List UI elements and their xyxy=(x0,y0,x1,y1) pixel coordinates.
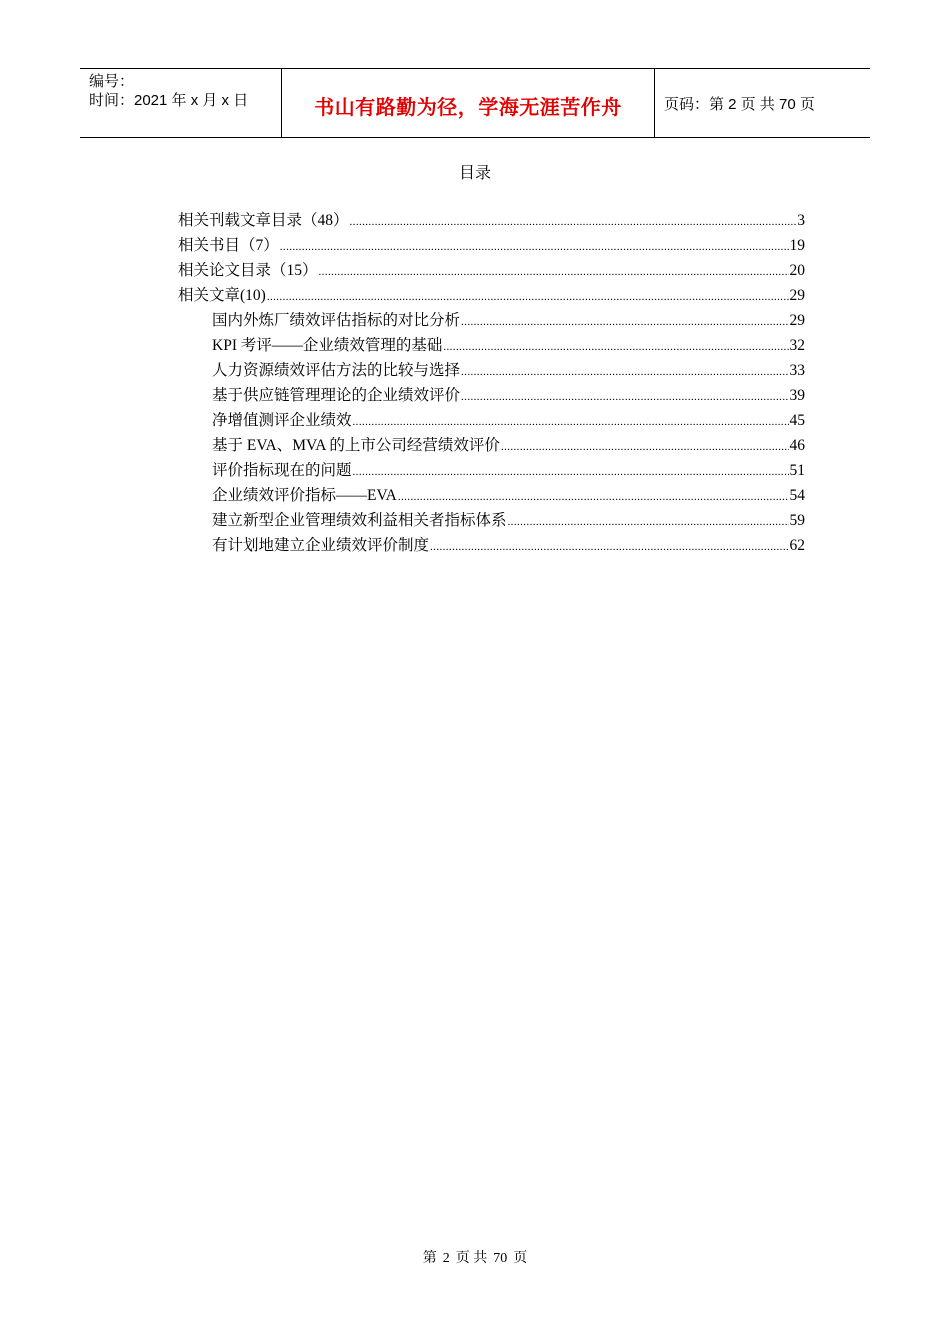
toc-entry-title: 人力资源绩效评估方法的比较与选择 xyxy=(212,362,461,379)
header-motto-cell xyxy=(282,69,655,137)
toc-dot-leader xyxy=(319,266,789,278)
toc-dot-leader xyxy=(350,216,797,228)
toc-dot-leader xyxy=(461,316,788,328)
toc-entry[interactable] xyxy=(178,533,805,558)
footer-page-number: 2 xyxy=(442,1251,450,1266)
toc-entry-title: 相关书目（7） xyxy=(178,237,279,254)
header-meta xyxy=(80,69,282,137)
toc-entry-page: 59 xyxy=(789,512,805,529)
document-number-label: 编号： xyxy=(89,73,135,90)
footer-suffix: 页 xyxy=(513,1251,528,1266)
toc-dot-leader xyxy=(430,541,788,553)
toc-entry[interactable] xyxy=(178,258,805,283)
toc-entry[interactable] xyxy=(178,433,805,458)
toc-entry-title: 相关刊载文章目录（48） xyxy=(178,212,349,229)
header-page-info: 页码：第 2 页 共 70 页 xyxy=(664,95,815,113)
toc-entry-page: 3 xyxy=(797,212,805,229)
toc-entry[interactable] xyxy=(178,283,805,308)
toc-dot-leader xyxy=(267,291,789,303)
toc-entry[interactable] xyxy=(178,233,805,258)
toc-entry-title: 净增值测评企业绩效 xyxy=(212,412,352,429)
toc-entry[interactable] xyxy=(178,408,805,433)
toc-entry[interactable] xyxy=(178,383,805,408)
toc-dot-leader xyxy=(443,341,788,353)
toc-entry-title: 评价指标现在的问题 xyxy=(212,462,352,479)
toc-entry-page: 39 xyxy=(789,387,805,404)
toc-entry-page: 20 xyxy=(789,262,805,279)
toc-dot-leader xyxy=(508,516,789,528)
toc-entry-page: 46 xyxy=(789,437,805,454)
toc-entry[interactable] xyxy=(178,358,805,383)
toc-entry-title: 基于 EVA、MVA 的上市公司经营绩效评价 xyxy=(212,437,500,454)
toc-entry-page: 29 xyxy=(789,287,805,304)
toc-dot-leader xyxy=(461,366,788,378)
page-footer xyxy=(0,1247,950,1267)
toc-entry[interactable] xyxy=(178,458,805,483)
toc-dot-leader xyxy=(501,441,789,453)
footer-prefix: 第 xyxy=(422,1251,437,1266)
toc-entry[interactable] xyxy=(178,483,805,508)
toc-entry-title: 有计划地建立企业绩效评价制度 xyxy=(212,537,430,554)
toc-dot-leader xyxy=(461,391,788,403)
toc-entry-page: 54 xyxy=(789,487,805,504)
toc-entry[interactable] xyxy=(178,508,805,533)
toc-entry-page: 62 xyxy=(789,537,805,554)
toc-entry-title: 建立新型企业管理绩效利益相关者指标体系 xyxy=(212,512,507,529)
toc-entry-title: KPI 考评——企业绩效管理的基础 xyxy=(212,337,443,354)
footer-total-pages: 70 xyxy=(493,1251,508,1266)
toc-entry-page: 45 xyxy=(789,412,805,429)
toc-entry-page: 33 xyxy=(789,362,805,379)
toc-title: 目录 xyxy=(458,165,491,182)
header-motto: 书山有路勤为径，学海无涯苦作舟 xyxy=(314,94,622,119)
toc-entry-title: 相关论文目录（15） xyxy=(178,262,318,279)
toc-dot-leader xyxy=(398,491,789,503)
table-of-contents xyxy=(178,208,805,558)
toc-entry[interactable] xyxy=(178,308,805,333)
toc-dot-leader xyxy=(353,416,789,428)
page-header xyxy=(80,68,870,138)
toc-entry-page: 32 xyxy=(789,337,805,354)
document-time-label: 时间：2021 年 x 月 x 日 xyxy=(89,92,249,109)
toc-entry-title: 相关文章(10) xyxy=(178,287,266,304)
toc-entry[interactable] xyxy=(178,208,805,233)
toc-entry-page: 29 xyxy=(789,312,805,329)
toc-entry[interactable] xyxy=(178,333,805,358)
toc-entry-page: 19 xyxy=(789,237,805,254)
footer-mid: 页 共 xyxy=(455,1251,488,1266)
toc-entry-title: 企业绩效评价指标——EVA xyxy=(212,487,397,504)
toc-entry-page: 51 xyxy=(789,462,805,479)
toc-dot-leader xyxy=(280,241,789,253)
toc-entry-title: 基于供应链管理理论的企业绩效评价 xyxy=(212,387,461,404)
toc-entry-title: 国内外炼厂绩效评估指标的对比分析 xyxy=(212,312,461,329)
toc-dot-leader xyxy=(353,466,789,478)
